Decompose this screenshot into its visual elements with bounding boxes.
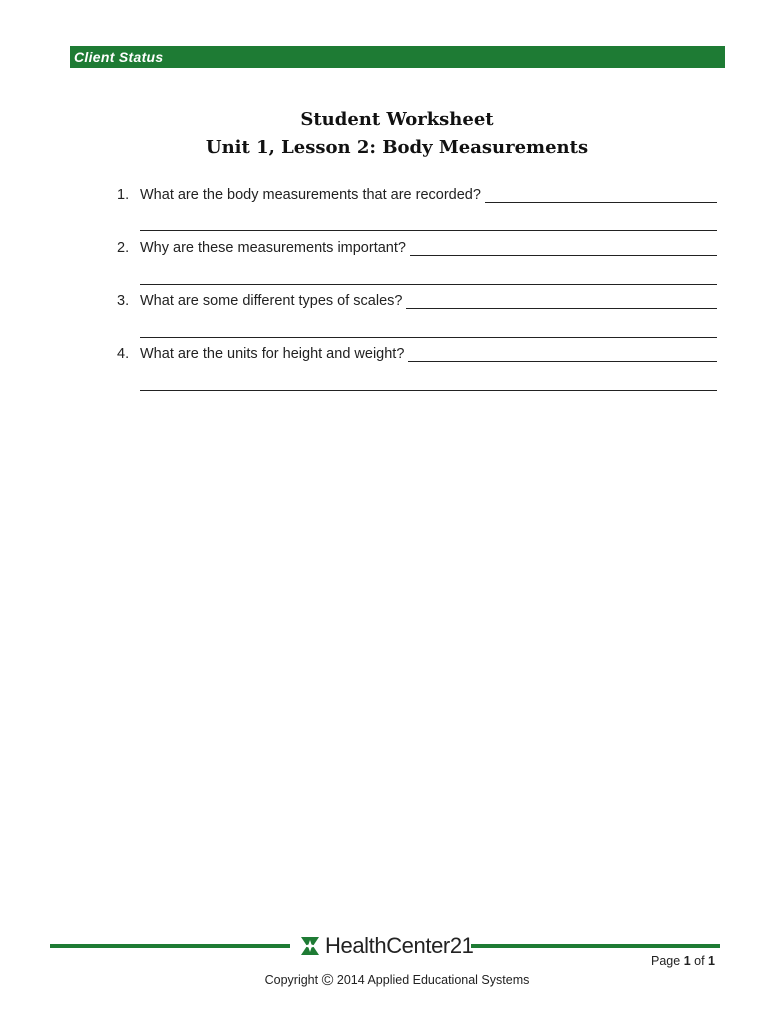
answer-line-full[interactable] xyxy=(140,284,717,285)
header-label: Client Status xyxy=(74,49,164,65)
page-number: Page 1 of 1 xyxy=(651,954,715,968)
question-number: 1. xyxy=(117,187,130,203)
copyright-symbol: © xyxy=(321,972,334,989)
lesson-title: Unit 1, Lesson 2: Body Measurements xyxy=(205,137,589,158)
question-number: 2. xyxy=(117,240,130,256)
copyright-notice: Copyright © 2014 Applied Educational Systems xyxy=(264,972,530,989)
hourglass-star-icon xyxy=(300,936,320,956)
answer-line[interactable] xyxy=(408,349,717,362)
footer-divider-left xyxy=(50,944,290,948)
footer-divider-right xyxy=(471,944,720,948)
answer-line-full[interactable] xyxy=(140,337,717,338)
question-3 xyxy=(117,293,717,309)
question-text: What are some different types of scales? xyxy=(140,293,403,309)
answer-line[interactable] xyxy=(406,296,717,309)
answer-line[interactable] xyxy=(485,190,717,203)
question-1 xyxy=(117,187,717,203)
header-bar xyxy=(70,46,725,68)
healthcenter21-logo xyxy=(300,932,474,960)
logo-text: HealthCenter21 xyxy=(325,933,474,958)
question-number: 4. xyxy=(117,346,130,362)
question-2 xyxy=(117,240,717,256)
question-number: 3. xyxy=(117,293,130,309)
question-text: Why are these measurements important? xyxy=(140,240,406,256)
answer-line[interactable] xyxy=(410,243,717,256)
question-4 xyxy=(117,346,717,362)
worksheet-title: Student Worksheet xyxy=(300,109,494,130)
question-text: What are the body measurements that are recorded? xyxy=(140,187,481,203)
answer-line-full[interactable] xyxy=(140,230,717,231)
answer-line-full[interactable] xyxy=(140,390,717,391)
question-text: What are the units for height and weight? xyxy=(140,346,405,362)
